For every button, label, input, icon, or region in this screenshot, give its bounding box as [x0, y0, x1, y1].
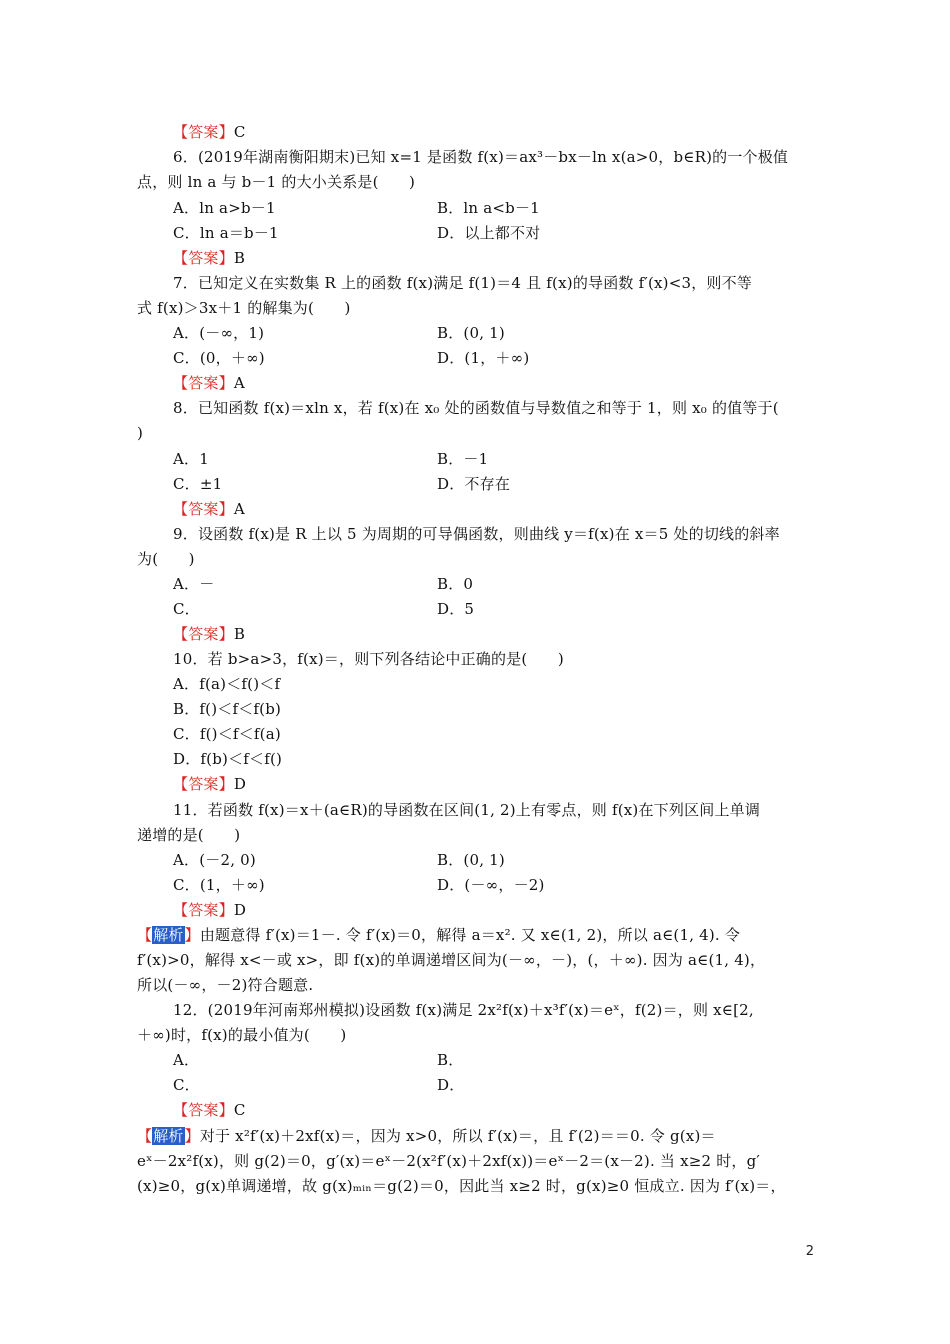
- text-line: 8．已知函数 f(x)＝xln x，若 f(x)在 x₀ 处的函数值与导数值之和等于 1，则 x₀ 的值等于(: [173, 399, 779, 417]
- text-line: 为( ): [137, 550, 195, 568]
- text-line: (x)≥0，g(x)单调递增，故 g(x)ₘᵢₙ＝g(2)＝0，因此当 x≥2 时，g(x)≥0 恒成立. 因为 f′(x)＝，: [137, 1177, 786, 1195]
- analysis-bracket-close: 】: [184, 1127, 200, 1145]
- text-line: D．(1，＋∞): [437, 349, 530, 367]
- answer-label: 【答案】: [173, 374, 234, 392]
- answer-value: D: [233, 775, 247, 793]
- text-line: A．(－2, 0): [173, 851, 256, 869]
- text-line: 式 f(x)＞3x＋1 的解集为( ): [137, 299, 351, 317]
- answer-line: [173, 246, 245, 271]
- analysis-text: 由题意得 f′(x)＝1－. 令 f′(x)＝0，解得 a＝x². 又 x∈(1, 2)，所以 a∈(1, 4). 令: [199, 926, 741, 944]
- answer-line: [173, 1098, 246, 1123]
- answer-value: B: [233, 249, 246, 267]
- text-line: B．f()＜f＜f(b): [173, 700, 282, 718]
- text-line: 7．已知定义在实数集 R 上的函数 f(x)满足 f(1)＝4 且 f(x)的导函数 f′(x)<3，则不等: [173, 274, 753, 292]
- answer-label: 【答案】: [173, 1101, 234, 1119]
- text-line: A．: [173, 1051, 200, 1069]
- text-line: C．: [173, 1076, 200, 1094]
- text-line: B．－1: [437, 450, 489, 468]
- answer-value: B: [233, 625, 246, 643]
- text-line: 点，则 ln a 与 b－1 的大小关系是( ): [137, 173, 416, 191]
- text-line: B．(0, 1): [437, 324, 505, 342]
- text-line: D．不存在: [437, 475, 511, 493]
- text-line: A．1: [173, 450, 209, 468]
- answer-label: 【答案】: [173, 901, 234, 919]
- text-line: B．ln a<b－1: [437, 199, 540, 217]
- answer-label: 【答案】: [173, 500, 234, 518]
- text-line: C．±1: [173, 475, 223, 493]
- text-line: C．f()＜f＜f(a): [173, 725, 281, 743]
- text-line: ): [137, 424, 144, 442]
- text-line: eˣ－2x²f(x)，则 g(2)＝0，g′(x)＝eˣ－2(x²f′(x)＋2xf(x))＝eˣ－2＝(x－2). 当 x≥2 时，g′: [137, 1152, 761, 1170]
- analysis-line: [137, 923, 740, 948]
- page-number: 2: [805, 1244, 814, 1259]
- text-line: C．(0，＋∞): [173, 349, 265, 367]
- text-line: D．(－∞，－2): [437, 876, 545, 894]
- analysis-label: 解析: [153, 926, 184, 944]
- text-line: 9．设函数 f(x)是 R 上以 5 为周期的可导偶函数，则曲线 y＝f(x)在 x＝5 处的切线的斜率: [173, 525, 780, 543]
- text-line: A．ln a>b－1: [173, 199, 276, 217]
- text-line: 10．若 b>a>3，f(x)＝，则下列各结论中正确的是( ): [173, 650, 564, 668]
- answer-value: C: [233, 1101, 246, 1119]
- answer-line: [173, 371, 245, 396]
- text-line: B．(0, 1): [437, 851, 505, 869]
- answer-label: 【答案】: [173, 249, 234, 267]
- text-line: 6．(2019年湖南衡阳期末)已知 x=1 是函数 f(x)＝ax³－bx－ln x(a>0，b∈R)的一个极值: [173, 148, 789, 166]
- text-line: B．: [437, 1051, 464, 1069]
- analysis-bracket-open: 【: [137, 1127, 153, 1145]
- answer-line: [173, 772, 246, 797]
- answer-line: [173, 497, 245, 522]
- answer-line: [173, 622, 245, 647]
- answer-label: 【答案】: [173, 625, 234, 643]
- text-line: B．0: [437, 575, 474, 593]
- text-line: A．f(a)＜f()＜f: [173, 675, 281, 693]
- text-line: ＋∞)时，f(x)的最小值为( ): [137, 1026, 347, 1044]
- text-line: 递增的是( ): [137, 826, 241, 844]
- text-line: D．以上都不对: [437, 224, 541, 242]
- text-line: C．ln a＝b－1: [173, 224, 279, 242]
- text-line: A．－: [173, 575, 215, 593]
- answer-value: A: [233, 500, 245, 518]
- text-line: C．: [173, 600, 200, 618]
- text-line: C．(1，＋∞): [173, 876, 265, 894]
- analysis-label: 解析: [153, 1127, 184, 1145]
- text-line: A．(－∞，1): [173, 324, 265, 342]
- answer-value: C: [233, 123, 246, 141]
- text-line: D．f(b)＜f＜f(): [173, 750, 283, 768]
- analysis-bracket-open: 【: [137, 926, 153, 944]
- answer-value: A: [233, 374, 245, 392]
- answer-line: [173, 120, 246, 145]
- text-line: f′(x)>0，解得 x<－或 x>，即 f(x)的单调递增区间为(－∞，－)，(，＋∞). 因为 a∈(1, 4)，: [137, 951, 766, 969]
- text-line: 12．(2019年河南郑州模拟)设函数 f(x)满足 2x²f(x)＋x³f′(x)＝eˣ，f(2)＝，则 x∈[2,: [173, 1001, 754, 1019]
- answer-value: D: [233, 901, 247, 919]
- analysis-text: 对于 x²f′(x)＋2xf(x)＝，因为 x>0，所以 f′(x)＝，且 f′(2)＝＝0. 令 g(x)＝: [199, 1127, 716, 1145]
- text-line: 所以(－∞，－2)符合题意.: [137, 976, 314, 994]
- answer-line: [173, 898, 246, 923]
- text-line: D．: [437, 1076, 465, 1094]
- analysis-line: [137, 1124, 716, 1149]
- analysis-bracket-close: 】: [184, 926, 200, 944]
- answer-label: 【答案】: [173, 775, 234, 793]
- text-line: D．5: [437, 600, 475, 618]
- answer-label: 【答案】: [173, 123, 234, 141]
- text-line: 11．若函数 f(x)＝x＋(a∈R)的导函数在区间(1, 2)上有零点，则 f(x)在下列区间上单调: [173, 801, 761, 819]
